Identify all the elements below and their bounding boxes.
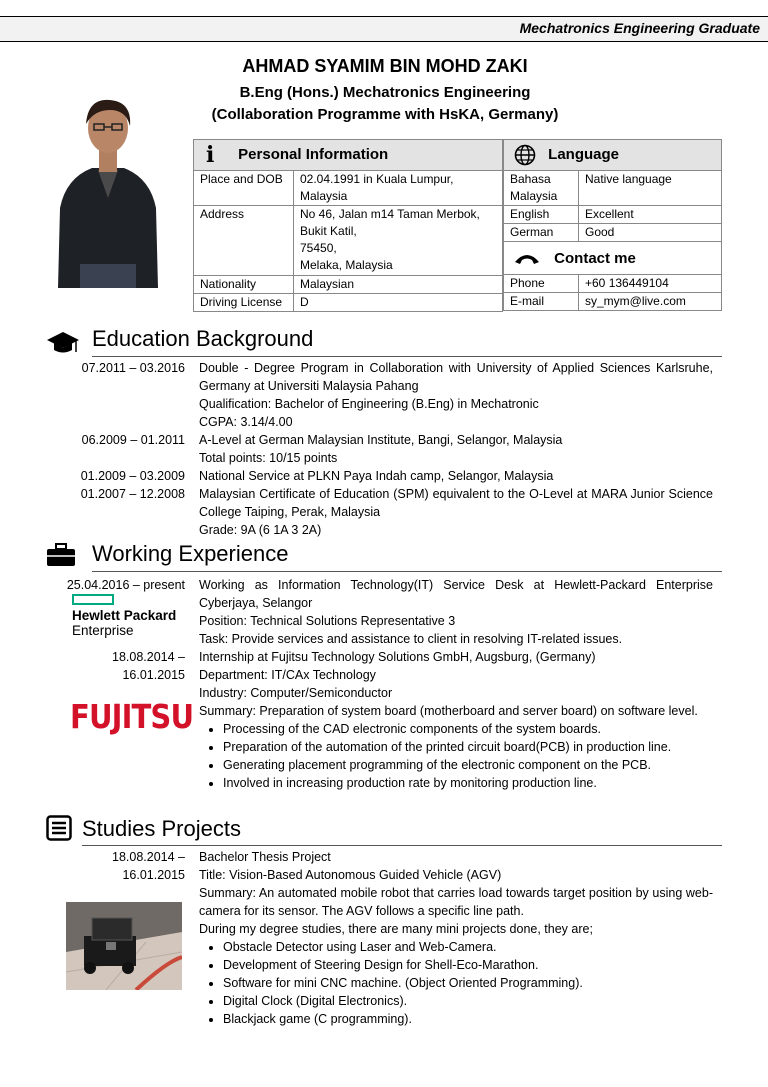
email-label: E-mail <box>504 293 579 311</box>
briefcase-icon <box>46 543 76 567</box>
document-list-icon <box>46 815 72 841</box>
place-dob-value: 02.04.1991 in Kuala Lumpur, Malaysia <box>294 171 503 206</box>
education-date: 07.2011 – 03.2016 <box>81 361 185 375</box>
personal-info-header: i Personal Information <box>194 140 503 171</box>
place-dob-label: Place and DOB <box>194 171 294 206</box>
fujitsu-logo: FUJITSU <box>70 697 194 736</box>
project-date: 16.01.2015 <box>122 868 185 882</box>
list-item: • Processing of the CAD electronic components of the system boards. <box>223 720 713 738</box>
education-entry: National Service at PLKN Paya Indah camp, Selangor, Malaysia <box>199 469 554 483</box>
list-item: • Blackjack game (C programming). <box>223 1010 713 1028</box>
education-entry: A-Level at German Malaysian Institute, Bangi, Selangor, Malaysia Total points: 10/15 points <box>199 433 563 465</box>
work-entry-hp: Working as Information Technology(IT) Service Desk at Hewlett-Packard Enterprise Cyberjaya, Selangor Position: Technical Solutions Representative 3 Task: Provide services and assistance to client in resolving IT-related issues. <box>199 578 713 646</box>
globe-icon <box>514 144 536 166</box>
education-divider <box>92 356 722 357</box>
contact-header: Contact me <box>504 242 722 275</box>
degree-title: B.Eng (Hons.) Mechatronics Engineering <box>239 84 531 101</box>
graduation-cap-icon <box>46 330 80 356</box>
phone-value: +60 136449104 <box>579 275 722 293</box>
work-date: 16.01.2015 <box>122 668 185 682</box>
list-item: • Preparation of the automation of the printed circuit board(PCB) in production line. <box>223 738 713 756</box>
education-entry: Double - Degree Program in Collaboration with University of Applied Sciences Karlsruhe, Germany at Universiti Malaysia Pahang Qualification: Bachelor of Engineering (B.Eng) in Mechatronic CGPA: 3.14/4.00 <box>199 361 713 429</box>
list-item: • Digital Clock (Digital Electronics). <box>223 992 713 1010</box>
education-date: 01.2009 – 03.2009 <box>80 469 185 483</box>
license-label: Driving License <box>194 294 294 312</box>
address-label: Address <box>194 206 294 276</box>
education-date: 01.2007 – 12.2008 <box>80 487 185 501</box>
address-value: No 46, Jalan m14 Taman Merbok, Bukit Katil, 75450, Melaka, Malaysia <box>294 206 503 276</box>
phone-label: Phone <box>504 275 579 293</box>
work-entry-fujitsu: Internship at Fujitsu Technology Solutions GmbH, Augsburg, (Germany) Department: IT/CAx Technology Industry: Computer/Semiconductor Summary: Preparation of system board (motherboard and server board) on software level. • Processing of the CAD electronic components of the system boards. • Preparation of the automation of the printed circuit board(PCB) in production line. • Generating placement programming of the electronic component on the PCB. • Involved in increasing production rate by monitoring production line. <box>199 648 713 792</box>
language-name: Bahasa Malaysia <box>504 171 579 206</box>
phone-icon <box>514 252 540 266</box>
header-tagline: Mechatronics Engineering Graduate <box>519 20 760 36</box>
language-header: Language <box>504 140 722 171</box>
education-title: Education Background <box>92 326 314 351</box>
email-value[interactable]: sy_mym@live.com <box>579 293 722 311</box>
list-item: • Involved in increasing production rate by monitoring production line. <box>223 774 713 792</box>
list-item: • Generating placement programming of the electronic component on the PCB. <box>223 756 713 774</box>
programme-title: (Collaboration Programme with HsKA, Germany) <box>211 106 559 123</box>
header-bar <box>0 16 768 42</box>
profile-photo <box>52 88 164 288</box>
language-name: English <box>504 206 579 224</box>
work-date: 25.04.2016 – present <box>66 578 185 592</box>
candidate-name: AHMAD SYAMIM BIN MOHD ZAKI <box>242 56 528 76</box>
work-date: 18.08.2014 – <box>112 650 185 664</box>
language-level: Excellent <box>579 206 722 224</box>
list-item: • Software for mini CNC machine. (Object Oriented Programming). <box>223 974 713 992</box>
language-level: Native language <box>579 171 722 206</box>
hpe-logo: Hewlett Packard Enterprise <box>72 594 184 638</box>
list-item: • Obstacle Detector using Laser and Web-Camera. <box>223 938 713 956</box>
work-divider <box>92 571 722 572</box>
projects-title: Studies Projects <box>82 816 241 841</box>
project-entry: Bachelor Thesis Project Title: Vision-Based Autonomous Guided Vehicle (AGV) Summary: An automated mobile robot that carries load towards target position by using web-camera for its sensor. The AGV follows a specific line path. During my degree studies, there are many mini projects done, they are; • Obstacle Detector using Laser and Web-Camera. • Development of Steering Design for Shell-Eco-Marathon. • Software for mini CNC machine. (Object Oriented Programming). • Digital Clock (Digital Electronics). • Blackjack game (C programming). <box>199 848 713 1028</box>
projects-divider <box>82 845 722 846</box>
nationality-label: Nationality <box>194 276 294 294</box>
project-date: 18.08.2014 – <box>112 850 185 864</box>
info-icon: i <box>206 141 215 168</box>
education-entry: Malaysian Certificate of Education (SPM) equivalent to the O-Level at MARA Junior Science College Taiping, Perak, Malaysia Grade: 9A (6 1A 3 2A) <box>199 487 713 537</box>
education-date: 06.2009 – 01.2011 <box>81 433 185 447</box>
work-title: Working Experience <box>92 541 289 566</box>
language-name: German <box>504 224 579 242</box>
license-value: D <box>294 294 503 312</box>
list-item: • Development of Steering Design for Shell-Eco-Marathon. <box>223 956 713 974</box>
nationality-value: Malaysian <box>294 276 503 294</box>
language-level: Good <box>579 224 722 242</box>
agv-photo <box>66 902 182 990</box>
